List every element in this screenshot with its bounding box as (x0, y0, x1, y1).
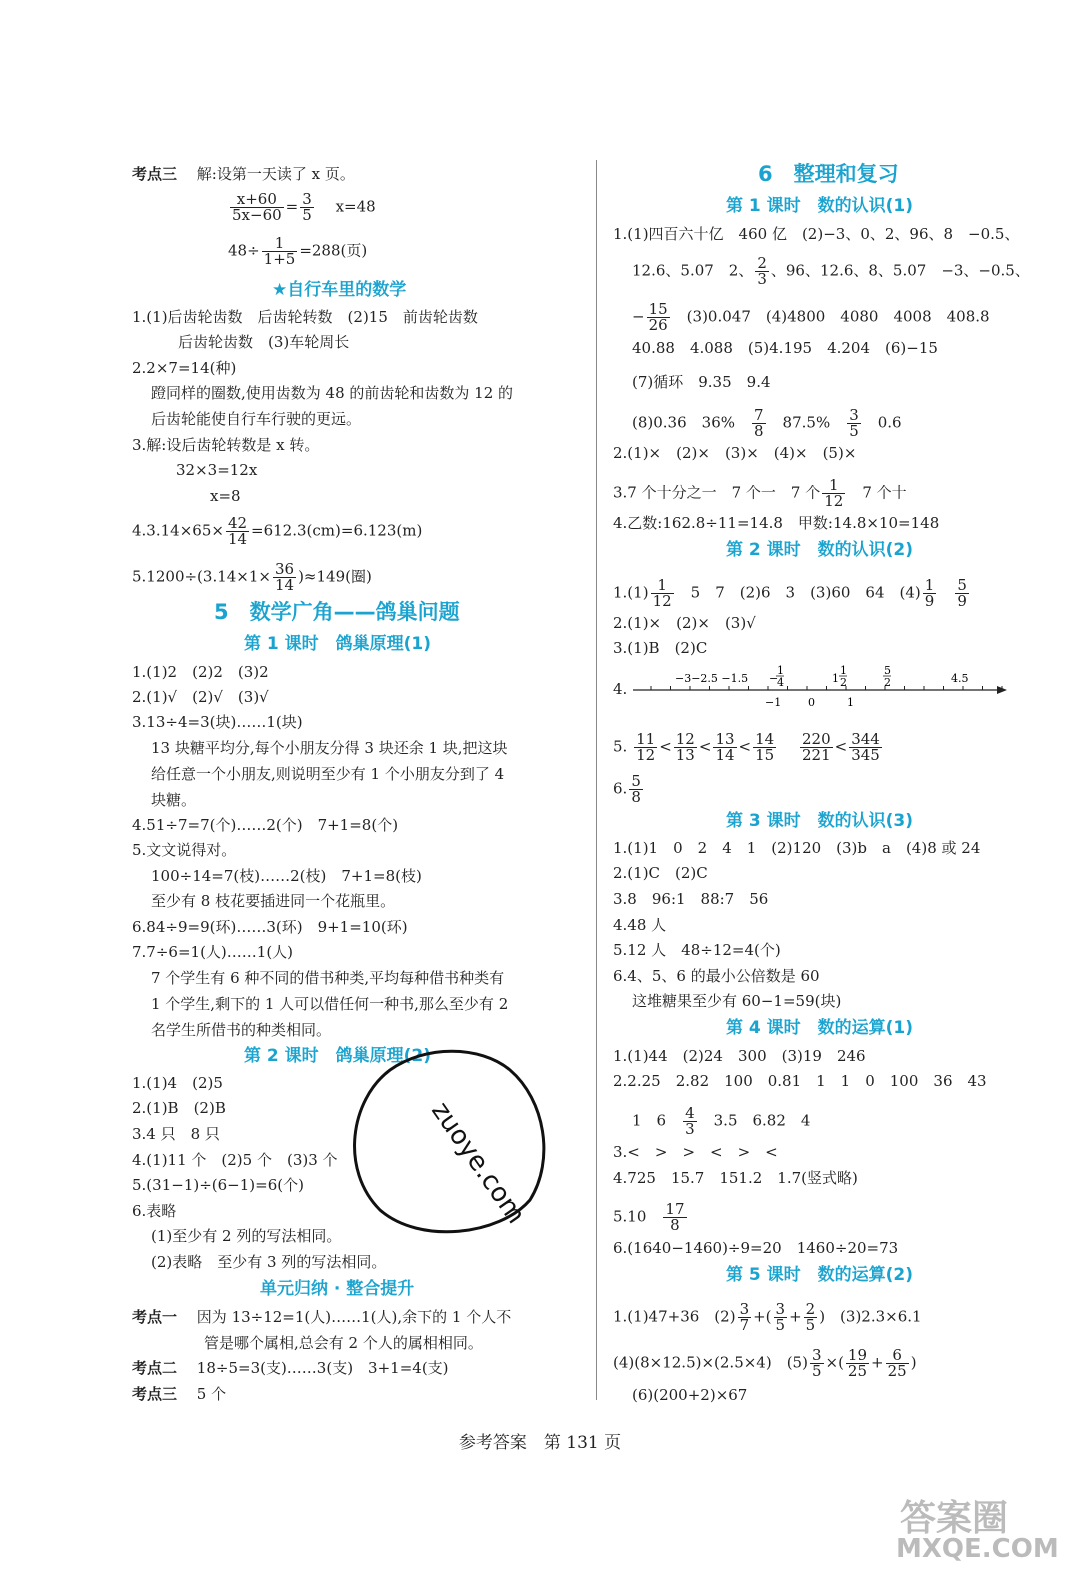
text: )≈149(圈) (298, 567, 372, 586)
numerator: 19 (847, 1346, 868, 1364)
denominator: 5 (811, 1362, 822, 1380)
numerator: 3 (739, 1300, 750, 1318)
fraction (847, 408, 861, 439)
answer-line: 2.2×7=14(种) (132, 359, 237, 377)
text: 3.7 个十分之一 7 个一 7 个 (613, 483, 821, 502)
number-label: 5 (884, 664, 891, 677)
denominator: 5 (302, 206, 312, 224)
numerator: 15 (648, 300, 668, 318)
text: 、96、12.6、8、5.07 −3、−0.5、 (770, 261, 1030, 280)
denominator: 12 (636, 746, 656, 764)
number-label: 4.5 (951, 672, 969, 685)
text: 1 6 (632, 1111, 682, 1130)
denominator: 25 (887, 1362, 907, 1380)
answer-line: 1.(1)2 (2)2 (3)2 (132, 663, 269, 681)
answer-line: 32×3=12x (176, 461, 258, 479)
denominator: 5 (775, 1316, 786, 1334)
numerator: 36 (274, 560, 295, 578)
answer-line: 2.(1)√ (2)√ (3)√ (132, 688, 269, 706)
fraction (651, 578, 674, 609)
answer-line (613, 478, 907, 509)
numerator: 1 (924, 576, 935, 594)
fraction (753, 732, 776, 763)
fraction (800, 732, 833, 763)
answer-line: 3.8 96:1 88:7 56 (613, 890, 769, 908)
text: 18÷5=3(支)……3(支) 3+1=4(支) (196, 1359, 449, 1377)
denominator: 25 (847, 1362, 868, 1380)
text: =612.3(cm)=6.123(m) (251, 521, 423, 540)
text: 5.1200÷(3.14×1× (132, 567, 271, 586)
answer-line: (1)至少有 2 列的写法相同。 (151, 1227, 342, 1245)
fraction (674, 732, 697, 763)
fraction (738, 1302, 752, 1333)
lesson-title: 第 5 课时 数的运算(2) (726, 1265, 914, 1285)
text: 48÷ (228, 241, 260, 260)
numerator: x+60 (230, 192, 284, 208)
text: < (738, 737, 752, 756)
answer-line: (7)循环 9.35 9.4 (632, 373, 771, 391)
numerator: 344 (851, 730, 880, 748)
denominator: 15 (755, 746, 775, 764)
answer-line: 5.文文说得对。 (132, 841, 237, 859)
answer-line: 6.表略 (132, 1202, 177, 1220)
text: 5 7 (2)6 3 (3)60 64 (4) (675, 583, 921, 602)
chapter-title: 5 数学广角——鸽巢问题 (214, 600, 460, 624)
numerator: 220 (801, 730, 831, 748)
answer-line: 块糖。 (151, 791, 197, 809)
denominator: 3 (685, 1120, 695, 1138)
answer-line: 3.< > > < > < (613, 1143, 778, 1161)
denominator: 345 (851, 746, 880, 764)
text: 87.5% (767, 413, 846, 432)
answer-line (632, 256, 1030, 287)
text: 7 个十 (847, 483, 907, 502)
answer-line: 4.乙数:162.8÷11=14.8 甲数:14.8×10=148 (613, 514, 940, 532)
numerator: 3 (302, 190, 312, 208)
number-label: 1 (847, 696, 854, 709)
answer-line (132, 1384, 226, 1404)
answer-line: 蹬同样的圈数,使用齿数为 48 的前齿轮和齿数为 12 的 (151, 384, 514, 402)
denominator: 221 (801, 746, 831, 764)
answer-line: x=8 (210, 487, 241, 505)
numerator: 2 (757, 254, 767, 272)
answer-line: 2.(1)C (2)C (613, 864, 708, 882)
answer-line: 6.4、5、6 的最小公倍数是 60 (613, 967, 820, 985)
answer-line: 2.(1)× (2)× (3)× (4)× (5)× (613, 444, 857, 462)
number-label: 1 (777, 664, 784, 677)
answer-line (632, 302, 990, 333)
numerator: 14 (755, 730, 775, 748)
lesson-title: 第 2 课时 数的认识(2) (726, 540, 914, 560)
lesson-title: 第 4 课时 数的运算(1) (726, 1018, 914, 1038)
answer-line: 1 个学生,剩下的 1 人可以借任何一种书,那么至少有 2 (151, 995, 509, 1013)
number-label: −1 (765, 696, 782, 709)
formula-2 (228, 236, 367, 267)
answer-line: 3.(1)B (2)C (613, 639, 708, 657)
denominator: 14 (715, 746, 735, 764)
numerator: 1 (262, 236, 298, 252)
answer-line: 2.(1)× (2)× (3)√ (613, 614, 756, 632)
fraction (804, 1302, 818, 1333)
denominator: 5 (849, 422, 859, 440)
numerator: 3 (811, 1346, 822, 1364)
number-label: −3−2.5 −1.5 (675, 672, 749, 685)
answer-line: 7.7÷6=1(人)……1(人) (132, 943, 294, 961)
numerator: 42 (227, 514, 248, 532)
answer-line (613, 732, 884, 763)
answer-line: 1.(1)1 0 2 4 1 (2)120 (3)b a (4)8 或 24 (613, 839, 981, 857)
text: (8)0.36 36% (632, 413, 750, 432)
lesson-title: 第 1 课时 数的认识(1) (726, 196, 914, 216)
text: ) (910, 1353, 917, 1372)
text: 5.10 (613, 1207, 662, 1226)
number-label: 4 (777, 676, 784, 689)
number-line (631, 662, 1011, 712)
text: =288(页) (299, 241, 368, 260)
answer-line: 3.13÷4=3(块)……1(块) (132, 713, 303, 731)
fraction (647, 302, 670, 333)
text: 6. (613, 779, 628, 798)
text: (4)(8×12.5)×(2.5×4) (5) (613, 1353, 808, 1372)
answer-line: (6)(200+2)×67 (632, 1386, 748, 1404)
denominator: 8 (631, 788, 641, 806)
answer-line: 给任意一个小朋友,则说明至少有 1 个小朋友分到了 4 (151, 765, 505, 783)
fraction (822, 478, 845, 509)
number-label: − (769, 672, 779, 685)
answer-line: 1.(1)44 (2)24 300 (3)19 246 (613, 1047, 866, 1065)
answer-line: 3.4 只 8 只 (132, 1125, 220, 1143)
denominator: 8 (670, 1216, 680, 1234)
answer-line: 4.(1)11 个 (2)5 个 (3)3 个 (132, 1151, 338, 1169)
answer-line: 后齿轮能使自行车行驶的更远。 (151, 410, 362, 428)
watermark-url: MXQE.COM (896, 1534, 1059, 1564)
denominator: 26 (648, 316, 668, 334)
answer-line: (2)表略 至少有 3 列的写法相同。 (151, 1253, 387, 1271)
text: 因为 13÷12=1(人)……1(人),余下的 1 个人不 (196, 1308, 512, 1326)
answer-line: 2.(1)B (2)B (132, 1099, 226, 1117)
text: + (871, 1353, 884, 1372)
fraction (683, 1106, 697, 1137)
number-label: 1 (832, 672, 839, 685)
text: ) (3)2.3×6.1 (819, 1307, 922, 1326)
kd-label: 考点三 (132, 1385, 178, 1403)
fraction (955, 578, 969, 609)
text: 5. (613, 737, 628, 756)
kd-label: 考点三 (132, 165, 178, 183)
formula-1 (228, 192, 376, 223)
answer-line: 1.(1)后齿轮齿数 后齿轮转数 (2)15 前齿轮齿数 (132, 308, 478, 326)
fraction (663, 1202, 686, 1233)
answer-line (132, 516, 422, 547)
number-label: 2 (840, 676, 847, 689)
text: < (834, 737, 848, 756)
denominator: 12 (824, 492, 844, 510)
answer-line: 4.48 人 (613, 916, 667, 934)
answer-line (132, 562, 372, 593)
denominator: 5x−60 (232, 206, 282, 224)
answer-line: 至少有 8 枝花要插进同一个花瓶里。 (151, 892, 396, 910)
number-label: 1 (840, 664, 847, 677)
answer-line (613, 578, 971, 609)
answer-line: 13 块糖平均分,每个小朋友分得 3 块还余 1 块,把这块 (151, 739, 508, 757)
answer-line: 100÷14=7(枝)……2(枝) 7+1=8(枝) (151, 867, 422, 885)
answer-line: 2.2.25 2.82 100 0.81 1 1 0 100 36 43 (613, 1072, 987, 1090)
fraction (262, 236, 298, 267)
text: 1.(1)47+36 (2) (613, 1307, 736, 1326)
lesson-title: 第 1 课时 鸽巢原理(1) (244, 634, 432, 654)
answer-line: 3.解:设后齿轮转数是 x 转。 (132, 436, 320, 454)
text: (3)0.047 (4)4800 4080 4008 408.8 (671, 307, 990, 326)
fraction (849, 732, 882, 763)
text: 12.6、5.07 2、 (632, 261, 754, 280)
fraction (629, 774, 643, 805)
answer-line: 4.51÷7=7(个)……2(个) 7+1=8(个) (132, 816, 399, 834)
numerator: 5 (631, 772, 641, 790)
numerator: 3 (775, 1300, 786, 1318)
unit-title: 单元归纳 · 整合提升 (260, 1279, 415, 1299)
denominator: 7 (739, 1316, 750, 1334)
text: 0.6 (862, 413, 902, 432)
answer-line: 6.(1640−1460)÷9=20 1460÷20=73 (613, 1239, 899, 1257)
watermark-text: zuoye.com (425, 1096, 531, 1230)
numerator: 1 (822, 478, 845, 494)
fraction (846, 1348, 869, 1379)
numerator: 4 (685, 1104, 695, 1122)
answer-line: 管是哪个属相,总会有 2 个人的属相相同。 (204, 1334, 483, 1352)
numerator: 11 (636, 730, 656, 748)
fraction (886, 1348, 909, 1379)
number-label: 2 (884, 676, 891, 689)
page-footer: 参考答案 第 131 页 (458, 1433, 622, 1453)
text: 1.(1) (613, 583, 649, 602)
answer-line: 名学生所借书的种类相同。 (151, 1021, 332, 1039)
fraction (634, 732, 657, 763)
text: ×( (825, 1353, 844, 1372)
numerator: 6 (886, 1348, 909, 1364)
kd3-line (132, 164, 355, 184)
text: + (789, 1307, 802, 1326)
denominator: 13 (675, 746, 695, 764)
answer-line (632, 408, 902, 439)
numerator: 1 (651, 578, 674, 594)
answer-line (613, 1202, 689, 1233)
fraction (273, 562, 296, 593)
answer-line: 6.84÷9=9(环)……3(环) 9+1=10(环) (132, 918, 408, 936)
text: +( (753, 1307, 772, 1326)
lesson-title: 第 2 课时 鸽巢原理(2) (244, 1046, 432, 1066)
kd-label: 考点一 (132, 1308, 178, 1326)
fraction (226, 516, 249, 547)
text: 3.5 6.82 4 (698, 1111, 811, 1130)
answer-line (132, 1307, 511, 1327)
scribble-outline (355, 1051, 544, 1232)
chapter-title: 6 整理和复习 (758, 162, 899, 186)
number-label: 0 (808, 696, 815, 709)
text: < (659, 737, 672, 756)
column-divider (596, 160, 597, 1400)
fraction (713, 732, 736, 763)
fraction (230, 192, 284, 223)
text: < (698, 737, 712, 756)
fraction (755, 256, 769, 287)
numerator: 3 (849, 406, 859, 424)
answer-line: 5.12 人 48÷12=4(个) (613, 941, 781, 959)
answer-line: 7 个学生有 6 种不同的借书种类,平均每种借书种类有 (151, 969, 505, 987)
fraction (300, 192, 314, 223)
text: x=48 (335, 197, 376, 216)
denominator: 9 (924, 592, 935, 610)
fraction (810, 1348, 824, 1379)
denominator: 1+5 (263, 250, 296, 268)
text: − (632, 307, 645, 326)
text: = (285, 197, 299, 216)
answer-line: 1.(1)4 (2)5 (132, 1074, 223, 1092)
denominator: 5 (805, 1316, 816, 1334)
answer-line: 40.88 4.088 (5)4.195 4.204 (6)−15 (632, 339, 938, 357)
denominator: 9 (957, 592, 967, 610)
text: 解:设第一天读了 x 页。 (196, 165, 355, 183)
answer-line: 5.(31−1)÷(6−1)=6(个) (132, 1176, 304, 1194)
denominator: 12 (652, 592, 672, 610)
denominator: 8 (754, 422, 764, 440)
answer-line (132, 1358, 449, 1378)
numerator: 13 (715, 730, 735, 748)
numerator: 17 (665, 1200, 685, 1218)
answer-line: 4. (613, 680, 628, 698)
numerator: 12 (675, 730, 695, 748)
answer-line (613, 774, 645, 805)
answer-line: 4.725 15.7 151.2 1.7(竖式略) (613, 1169, 858, 1187)
fraction (923, 578, 937, 609)
numerator: 5 (957, 576, 967, 594)
section-title: ★自行车里的数学 (272, 280, 407, 300)
answer-line: 后齿轮齿数 (3)车轮周长 (178, 333, 350, 351)
denominator: 3 (757, 270, 767, 288)
numerator: 2 (805, 1300, 816, 1318)
text: 5 个 (196, 1385, 227, 1403)
numerator: 7 (754, 406, 764, 424)
kd-label: 考点二 (132, 1359, 178, 1377)
fraction (774, 1302, 788, 1333)
answer-line (632, 1106, 810, 1137)
lesson-title: 第 3 课时 数的认识(3) (726, 811, 914, 831)
text (938, 584, 953, 602)
denominator: 14 (274, 576, 295, 594)
fraction (752, 408, 766, 439)
answer-line: 这堆糖果至少有 60−1=59(块) (632, 992, 842, 1010)
watermark-logo: 答案圈 (900, 1498, 1009, 1539)
answer-line (613, 1348, 917, 1379)
text: 4.3.14×65× (132, 521, 224, 540)
answer-line: 1.(1)四百六十亿 460 亿 (2)−3、0、2、96、8 −0.5、 (613, 225, 1020, 243)
denominator: 14 (227, 530, 248, 548)
answer-line (613, 1302, 922, 1333)
